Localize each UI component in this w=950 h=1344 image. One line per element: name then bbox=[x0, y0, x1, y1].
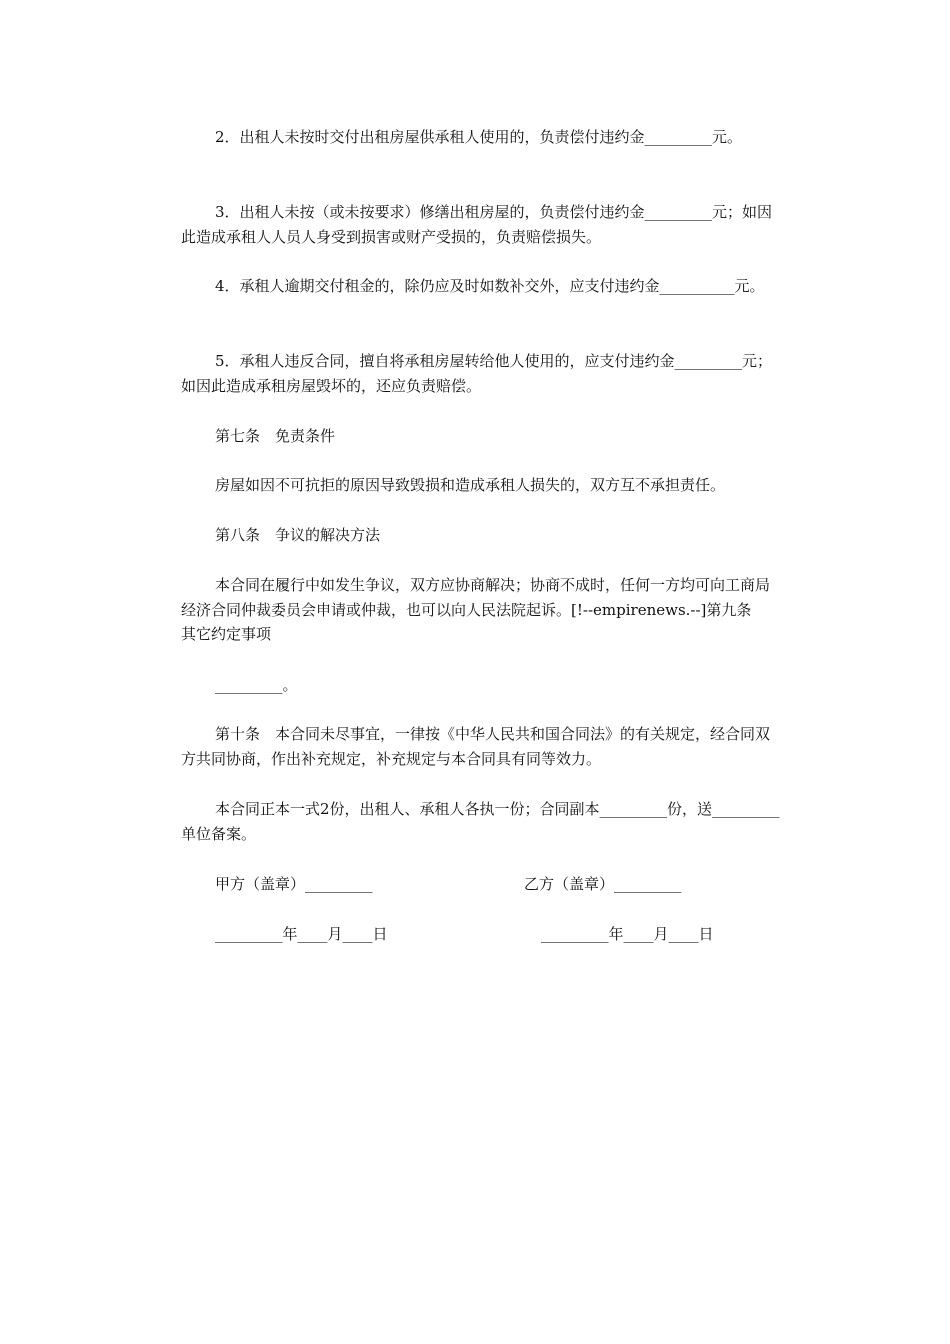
article-8-body: 本合同在履行中如发生争议，双方应协商解决；协商不成时，任何一方均可向工商局经济合同仲裁委员会申请或仲裁，也可以向人民法院起诉。[!--empirenews.--]第九条 其它约定事项 bbox=[181, 576, 771, 643]
copies-clause: 本合同正本一式2份，出租人、承租人各执一份；合同副本_________份，送_________单位备案。 bbox=[181, 800, 780, 843]
party-a-date: _________年____月____日 bbox=[215, 925, 388, 943]
article-8-heading: 第八条 争议的解决方法 bbox=[215, 526, 381, 544]
party-a-seal: 甲方（盖章）_________ bbox=[215, 875, 373, 893]
party-b-date: _________年____月____日 bbox=[541, 925, 714, 943]
article-7-heading: 第七条 免责条件 bbox=[215, 427, 336, 445]
clause-6-2: 2．出租人未按时交付出租房屋供承租人使用的，负责偿付违约金_________元。 bbox=[215, 128, 743, 146]
clause-6-3: 3．出租人未按（或未按要求）修缮出租房屋的，负责偿付违约金_________元；如因此造成承租人人员人身受到损害或财产受损的，负责赔偿损失。 bbox=[181, 203, 773, 246]
party-b-seal: 乙方（盖章）_________ bbox=[524, 875, 682, 893]
clause-6-4: 4．承租人逾期交付租金的，除仍应及时如数补交外，应支付违约金__________元。 bbox=[215, 277, 765, 295]
article-10-body: 第十条 本合同未尽事宜，一律按《中华人民共和国合同法》的有关规定，经合同双方共同协商，作出补充规定，补充规定与本合同具有同等效力。 bbox=[181, 725, 771, 768]
clause-6-5: 5．承租人违反合同，擅自将承租房屋转给他人使用的，应支付违约金_________元；如因此造成承租房屋毁坏的，还应负责赔偿。 bbox=[181, 352, 773, 395]
article-9-blank: _________。 bbox=[215, 676, 298, 694]
article-7-body: 房屋如因不可抗拒的原因导致毁损和造成承租人损失的，双方互不承担责任。 bbox=[215, 476, 726, 494]
